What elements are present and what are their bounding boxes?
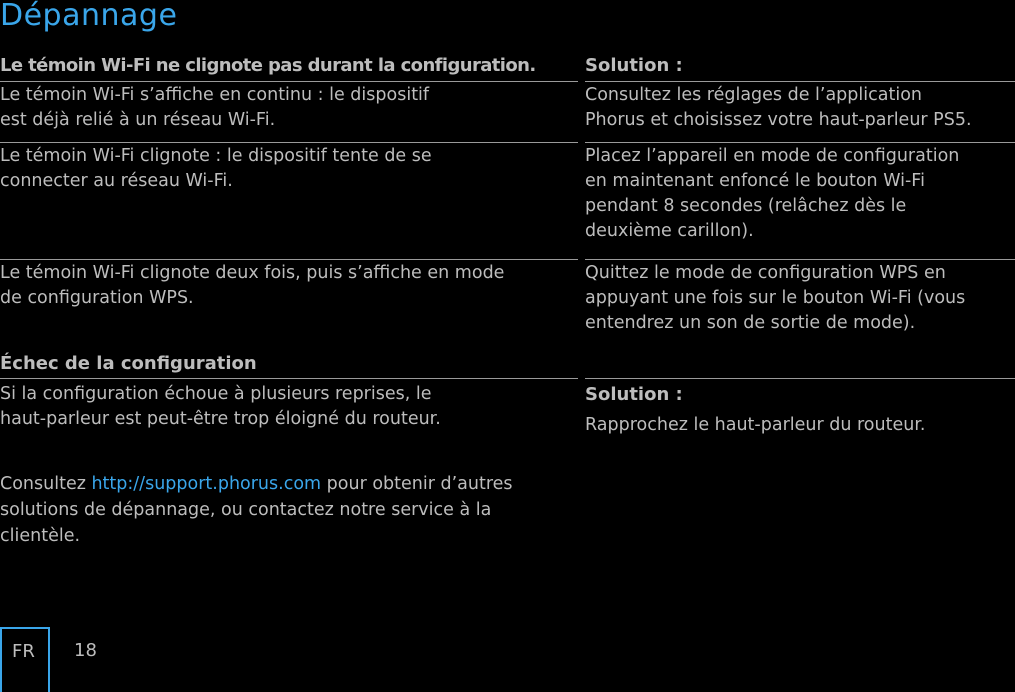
row-2-divider-right xyxy=(585,259,1015,260)
row-2-problem: Le témoin Wi-Fi clignote : le dispositif tente de se connecter au réseau Wi-Fi. xyxy=(0,146,432,191)
header-divider-left xyxy=(0,81,578,82)
page-number: 18 xyxy=(74,640,97,661)
setup-failure-problem: Si la configuration échoue à plusieurs reprises, le haut-parleur est peut-être trop éloigné du routeur. xyxy=(0,384,441,429)
row-1-divider-right xyxy=(585,142,1015,143)
support-suffix: pour obtenir d’autres solutions de dépannage, ou contactez notre service à la clientèle. xyxy=(0,474,513,546)
table-header-problem: Le témoin Wi-Fi ne clignote pas durant la configuration. xyxy=(0,55,536,76)
row-3-solution: Quittez le mode de configuration WPS en appuyant une fois sur le bouton Wi-Fi (vous entendrez un son de sortie de mode). xyxy=(585,263,966,333)
setup-failure-solution-label: Solution : xyxy=(585,384,683,405)
support-paragraph xyxy=(0,471,560,549)
row-2-solution: Placez l’appareil en mode de configuration en maintenant enfoncé le bouton Wi-Fi pendant 8 secondes (relâchez dès le deuxième carillon). xyxy=(585,146,960,241)
row-1-solution: Consultez les réglages de l’application Phorus et choisissez votre haut-parleur PS5. xyxy=(585,85,972,130)
section-divider-right xyxy=(585,378,1015,379)
page-title: Dépannage xyxy=(0,0,178,33)
support-prefix: Consultez xyxy=(0,474,92,494)
language-tab xyxy=(0,627,50,692)
section-divider-left xyxy=(0,378,578,379)
language-label: FR xyxy=(12,641,35,662)
table-header-solution: Solution : xyxy=(585,55,683,76)
row-1-problem: Le témoin Wi-Fi s’affiche en continu : le dispositif est déjà relié à un réseau Wi-Fi. xyxy=(0,85,430,130)
row-1-divider-left xyxy=(0,142,578,143)
row-3-problem: Le témoin Wi-Fi clignote deux fois, puis s’affiche en mode de configuration WPS. xyxy=(0,263,505,308)
section-title-setup-failure: Échec de la configuration xyxy=(0,353,257,374)
setup-failure-solution: Rapprochez le haut-parleur du routeur. xyxy=(585,415,926,435)
support-link[interactable]: http://support.phorus.com xyxy=(91,474,322,494)
row-2-divider-left xyxy=(0,259,578,260)
header-divider-right xyxy=(585,81,1015,82)
